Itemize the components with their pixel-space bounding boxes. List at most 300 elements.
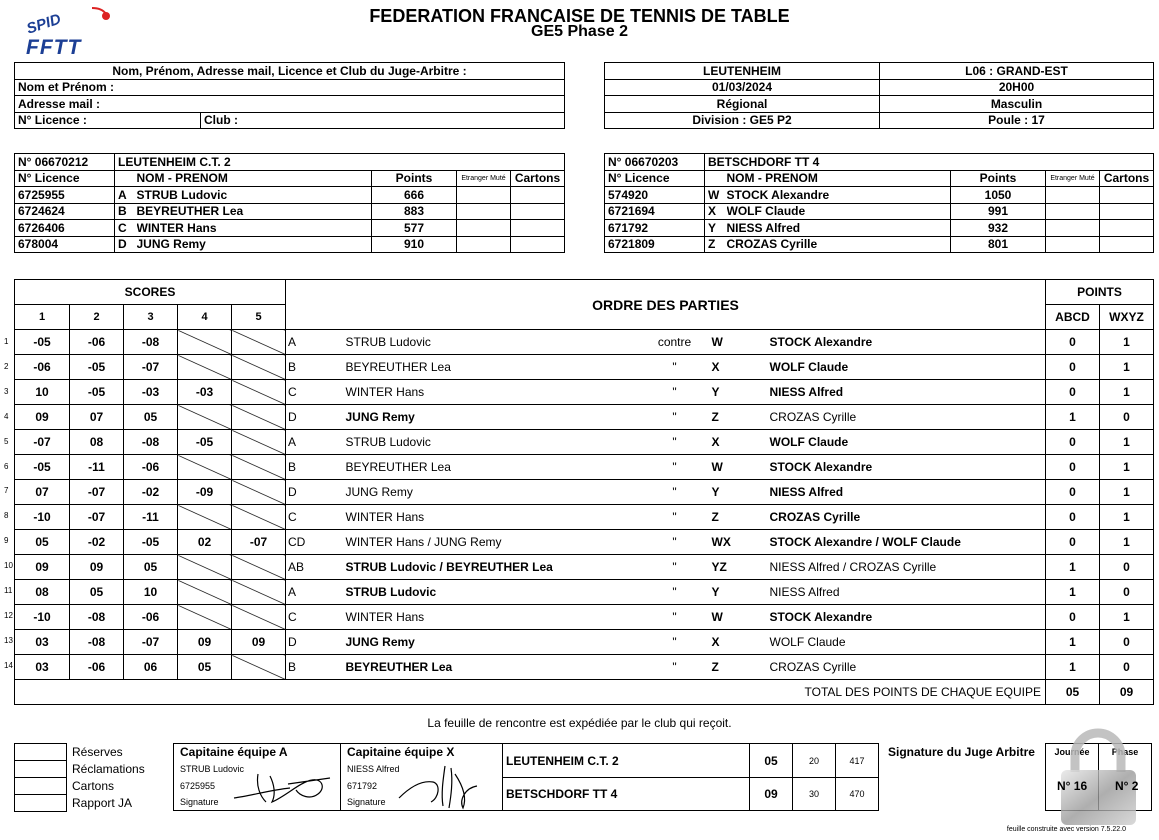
player-a-name: JUNG Remy	[344, 630, 644, 655]
points-team-x: 0	[1100, 555, 1154, 580]
set-score: 05	[124, 555, 178, 580]
set-score: -05	[124, 530, 178, 555]
set-score: 07	[70, 405, 124, 430]
player-a-letter: D	[286, 405, 344, 430]
set-score: -05	[178, 430, 232, 455]
versus-label: "	[644, 555, 706, 580]
set-score: -02	[70, 530, 124, 555]
player-points: 991	[951, 203, 1046, 220]
match-division: Division : GE5 P2	[605, 112, 880, 129]
set-number-5: 5	[232, 305, 286, 330]
player-points: 883	[372, 203, 457, 220]
player-a-letter: C	[286, 505, 344, 530]
phase-label: Phase	[1111, 747, 1139, 757]
player-a-name: BEYREUTHER Lea	[344, 655, 644, 680]
points-team-a: 1	[1046, 555, 1100, 580]
team-a-name: LEUTENHEIM C.T. 2	[115, 154, 565, 171]
set-score	[178, 355, 232, 380]
day-phase-block	[1045, 743, 1152, 811]
player-x-name: WOLF Claude	[768, 355, 1042, 380]
set-score	[232, 505, 286, 530]
player-x-name: CROZAS Cyrille	[768, 505, 1042, 530]
set-score: 03	[15, 655, 70, 680]
player-a-letter: D	[286, 630, 344, 655]
player-licence: 671792	[605, 220, 705, 237]
set-score	[232, 330, 286, 355]
player-a-name: WINTER Hans	[344, 505, 644, 530]
game-number: 7	[4, 486, 9, 496]
points-team-a: 0	[1046, 480, 1100, 505]
points-team-a: 1	[1046, 630, 1100, 655]
result-team-x-score: 09	[750, 778, 793, 811]
player-x-letter: W	[706, 605, 768, 630]
player-foreign-cell	[1046, 187, 1100, 204]
set-score: 10	[15, 380, 70, 405]
scores-heading: SCORES	[15, 280, 286, 305]
check-label-reclamations: Réclamations	[72, 762, 145, 776]
player-a-letter: B	[286, 355, 344, 380]
match-level: Régional	[605, 96, 880, 113]
player-a-name: BEYREUTHER Lea	[344, 455, 644, 480]
captain-x-signature-label: Signature	[347, 797, 386, 807]
team-x-col-licence: N° Licence	[605, 170, 705, 187]
captain-a-box	[173, 743, 341, 811]
set-score: 10	[124, 580, 178, 605]
player-name: STRUB Ludovic	[137, 187, 372, 204]
set-score: 05	[15, 530, 70, 555]
player-letter: C	[115, 220, 137, 237]
set-number-3: 3	[124, 305, 178, 330]
game-row	[15, 580, 1154, 605]
player-x-letter: X	[706, 355, 768, 380]
set-score: 09	[15, 555, 70, 580]
player-x-name: NIESS Alfred	[768, 480, 1042, 505]
versus-label: "	[644, 380, 706, 405]
phase-value: N° 2	[1115, 779, 1139, 793]
set-score: -06	[70, 330, 124, 355]
game-row	[15, 530, 1154, 555]
set-score: 09	[70, 555, 124, 580]
match-league: L06 : GRAND-EST	[880, 63, 1154, 80]
set-score: 07	[15, 480, 70, 505]
set-score: -06	[70, 655, 124, 680]
team-x-player-row	[605, 203, 1154, 220]
checks-block	[14, 743, 67, 812]
game-number: 11	[4, 586, 13, 595]
player-x-letter: Z	[706, 505, 768, 530]
set-score: 09	[178, 630, 232, 655]
set-score: -06	[124, 455, 178, 480]
set-score	[178, 405, 232, 430]
team-x-player-row	[605, 236, 1154, 253]
captain-a-name: STRUB Ludovic	[180, 764, 245, 774]
logo-fftt-text: FFTT	[26, 36, 82, 58]
player-x-letter: Z	[706, 405, 768, 430]
captain-a-title: Capitaine équipe A	[180, 745, 288, 759]
versus-label: "	[644, 355, 706, 380]
player-x-name: CROZAS Cyrille	[768, 655, 1042, 680]
versus-label: "	[644, 405, 706, 430]
order-heading: ORDRE DES PARTIES	[286, 280, 1046, 330]
points-team-x: 1	[1100, 605, 1154, 630]
team-a-player-row	[15, 203, 565, 220]
set-score	[232, 480, 286, 505]
team-a-player-row	[15, 220, 565, 237]
player-x-letter: Z	[706, 655, 768, 680]
player-cards-cell	[1100, 187, 1154, 204]
set-score: -08	[70, 605, 124, 630]
player-licence: 6725955	[15, 187, 115, 204]
points-team-x: 0	[1100, 405, 1154, 430]
points-team-x: 0	[1100, 655, 1154, 680]
player-a-letter: CD	[286, 530, 344, 555]
set-score: 02	[178, 530, 232, 555]
game-row	[15, 355, 1154, 380]
captain-a-signature	[230, 766, 338, 808]
game-number: 10	[4, 561, 13, 571]
player-a-name: STRUB Ludovic	[344, 330, 644, 355]
player-letter: B	[115, 203, 137, 220]
game-number: 1	[4, 337, 9, 346]
check-box-reserves[interactable]	[15, 744, 67, 761]
player-a-letter: C	[286, 380, 344, 405]
player-foreign-cell	[457, 203, 511, 220]
set-score: -03	[124, 380, 178, 405]
set-score: -05	[15, 455, 70, 480]
set-score: -05	[15, 330, 70, 355]
game-row	[15, 430, 1154, 455]
referee-heading: Nom, Prénom, Adresse mail, Licence et Club du Juge-Arbitre :	[15, 63, 565, 80]
versus-label: "	[644, 480, 706, 505]
set-score: 09	[232, 630, 286, 655]
points-team-a: 0	[1046, 430, 1100, 455]
player-x-letter: W	[706, 455, 768, 480]
game-number: 12	[4, 610, 13, 620]
check-label-rapport: Rapport JA	[72, 796, 133, 810]
points-team-x: 1	[1100, 380, 1154, 405]
check-box-rapport[interactable]	[15, 795, 67, 812]
player-x-letter: W	[706, 330, 768, 355]
captain-x-name: NIESS Alfred	[347, 764, 400, 774]
checks-labels	[72, 744, 145, 812]
set-number-4: 4	[178, 305, 232, 330]
player-licence: 6726406	[15, 220, 115, 237]
player-a-name: WINTER Hans / JUNG Remy	[344, 530, 644, 555]
player-a-letter: C	[286, 605, 344, 630]
game-row	[15, 605, 1154, 630]
game-number: 5	[4, 436, 9, 446]
set-score: -07	[70, 505, 124, 530]
set-score: 05	[70, 580, 124, 605]
versus-label: "	[644, 630, 706, 655]
player-cards-cell	[511, 236, 565, 253]
day-value: N° 16	[1057, 779, 1088, 793]
player-x-name: NIESS Alfred / CROZAS Cyrille	[768, 555, 1042, 580]
game-row	[15, 330, 1154, 355]
player-letter: W	[705, 187, 727, 204]
set-score: 05	[178, 655, 232, 680]
set-score: -10	[15, 605, 70, 630]
captain-a-licence: 6725955	[180, 781, 216, 791]
result-team-a-score: 05	[750, 744, 793, 778]
sheet-note: La feuille de rencontre est expédiée par le club qui reçoit.	[427, 716, 732, 730]
player-letter: X	[705, 203, 727, 220]
set-score	[232, 655, 286, 680]
player-licence: 6724624	[15, 203, 115, 220]
set-score: -02	[124, 480, 178, 505]
set-score: -08	[70, 630, 124, 655]
player-a-letter: A	[286, 580, 344, 605]
player-letter: A	[115, 187, 137, 204]
versus-label: "	[644, 580, 706, 605]
team-x-col-foreign	[1046, 170, 1100, 187]
day-label: Journée	[1054, 747, 1090, 757]
team-a-col-foreign	[457, 170, 511, 187]
player-a-name: BEYREUTHER Lea	[344, 355, 644, 380]
player-licence: 574920	[605, 187, 705, 204]
player-licence: 6721694	[605, 203, 705, 220]
player-x-letter: Y	[706, 480, 768, 505]
points-team-a: 1	[1046, 580, 1100, 605]
versus-label: contre	[644, 330, 706, 355]
set-score	[232, 380, 286, 405]
versus-label: "	[644, 530, 706, 555]
set-score	[232, 605, 286, 630]
player-name: NIESS Alfred	[727, 220, 951, 237]
points-team-a: 0	[1046, 505, 1100, 530]
player-name: BEYREUTHER Lea	[137, 203, 372, 220]
player-a-name: STRUB Ludovic / BEYREUTHER Lea	[344, 555, 644, 580]
set-score: -03	[178, 380, 232, 405]
game-number: 14	[4, 660, 13, 670]
player-a-name: STRUB Ludovic	[344, 430, 644, 455]
player-points: 801	[951, 236, 1046, 253]
player-foreign-cell	[457, 187, 511, 204]
points-team-a: 0	[1046, 605, 1100, 630]
result-team-x-points: 470	[836, 778, 879, 811]
player-x-name: NIESS Alfred	[768, 580, 1042, 605]
team-a-col-name: NOM - PRENOM	[137, 170, 372, 187]
team-a-number: N° 06670212	[15, 154, 115, 171]
player-cards-cell	[1100, 203, 1154, 220]
match-info-table	[604, 62, 1154, 129]
player-x-name: NIESS Alfred	[768, 380, 1042, 405]
player-name: JUNG Remy	[137, 236, 372, 253]
set-score	[232, 455, 286, 480]
game-row	[15, 380, 1154, 405]
set-score: -05	[70, 380, 124, 405]
set-score	[178, 505, 232, 530]
player-letter: D	[115, 236, 137, 253]
player-x-name: STOCK Alexandre	[768, 455, 1042, 480]
set-score	[232, 580, 286, 605]
versus-label: "	[644, 455, 706, 480]
game-row	[15, 405, 1154, 430]
team-a-player-row	[15, 187, 565, 204]
total-team-x: 09	[1100, 680, 1154, 705]
player-cards-cell	[1100, 220, 1154, 237]
set-score: -06	[15, 355, 70, 380]
points-team-x: 1	[1100, 505, 1154, 530]
game-number: 6	[4, 461, 9, 471]
set-score: -09	[178, 480, 232, 505]
player-foreign-cell	[457, 220, 511, 237]
versus-label: "	[644, 655, 706, 680]
referee-club-label: Club :	[201, 112, 565, 129]
player-foreign-cell	[457, 236, 511, 253]
team-a-table	[14, 153, 565, 253]
points-team-x: 1	[1100, 430, 1154, 455]
set-score: -07	[124, 355, 178, 380]
team-x-number: N° 06670203	[605, 154, 705, 171]
check-box-reclamations[interactable]	[15, 761, 67, 778]
captain-x-signature	[393, 758, 501, 812]
player-letter: Z	[705, 236, 727, 253]
result-team-a-points: 417	[836, 744, 879, 778]
set-score	[232, 355, 286, 380]
page-title: FEDERATION FRANCAISE DE TENNIS DE TABLE	[369, 6, 790, 26]
points-team-a: 0	[1046, 530, 1100, 555]
player-x-letter: Y	[706, 380, 768, 405]
set-score: 08	[70, 430, 124, 455]
check-label-reserves: Réserves	[72, 745, 123, 759]
set-score: 09	[15, 405, 70, 430]
player-points: 910	[372, 236, 457, 253]
player-cards-cell	[1100, 236, 1154, 253]
team-x-col-foreign-text: Etranger Muté	[1050, 174, 1095, 182]
captain-a-signature-label: Signature	[180, 797, 219, 807]
player-licence: 678004	[15, 236, 115, 253]
player-letter: Y	[705, 220, 727, 237]
player-a-name: WINTER Hans	[344, 380, 644, 405]
player-licence: 6721809	[605, 236, 705, 253]
team-x-player-row	[605, 187, 1154, 204]
points-team-a: 0	[1046, 355, 1100, 380]
referee-email-label: Adresse mail :	[15, 96, 565, 113]
points-team-a: 1	[1046, 405, 1100, 430]
set-score: -07	[70, 480, 124, 505]
captain-x-title: Capitaine équipe X	[347, 745, 455, 759]
match-time: 20H00	[880, 79, 1154, 96]
team-a-col-points: Points	[372, 170, 457, 187]
set-score	[178, 555, 232, 580]
game-row	[15, 455, 1154, 480]
set-score: -10	[15, 505, 70, 530]
points-heading: POINTS	[1046, 280, 1154, 305]
team-x-col-cards: Cartons	[1100, 170, 1154, 187]
points-team-a: 0	[1046, 455, 1100, 480]
result-team-a: LEUTENHEIM C.T. 2	[503, 744, 750, 778]
game-row	[15, 630, 1154, 655]
lock-icon	[1051, 728, 1146, 826]
player-x-name: STOCK Alexandre / WOLF Claude	[768, 530, 1042, 555]
player-name: WOLF Claude	[727, 203, 951, 220]
set-number-2: 2	[70, 305, 124, 330]
team-a-player-row	[15, 236, 565, 253]
player-x-letter: YZ	[706, 555, 768, 580]
set-score: -07	[15, 430, 70, 455]
player-a-name: JUNG Remy	[344, 480, 644, 505]
captain-x-licence: 671792	[347, 781, 378, 791]
player-a-letter: A	[286, 430, 344, 455]
referee-signature-label: Signature du Juge Arbitre	[888, 745, 1035, 759]
player-x-letter: Y	[706, 580, 768, 605]
game-row	[15, 480, 1154, 505]
player-a-letter: B	[286, 455, 344, 480]
versus-label: "	[644, 605, 706, 630]
set-score: -11	[70, 455, 124, 480]
result-team-x-sets: 30	[793, 778, 836, 811]
player-x-letter: X	[706, 630, 768, 655]
player-a-name: WINTER Hans	[344, 605, 644, 630]
player-points: 666	[372, 187, 457, 204]
set-score: 05	[124, 405, 178, 430]
game-number: 13	[4, 635, 13, 645]
total-team-a: 05	[1046, 680, 1100, 705]
points-team-x: 0	[1100, 630, 1154, 655]
team-x-col-name: NOM - PRENOM	[727, 170, 951, 187]
game-number: 2	[4, 361, 9, 371]
set-score	[178, 330, 232, 355]
total-label: TOTAL DES POINTS DE CHAQUE EQUIPE	[15, 680, 1046, 705]
team-a-col-foreign-text: Etranger Muté	[461, 174, 506, 182]
games-table	[14, 279, 1154, 705]
team-a-col-letter	[115, 170, 137, 187]
set-score	[232, 405, 286, 430]
game-number: 3	[4, 386, 9, 396]
team-x-col-points: Points	[951, 170, 1046, 187]
player-a-name: STRUB Ludovic	[344, 580, 644, 605]
player-name: WINTER Hans	[137, 220, 372, 237]
game-number: 4	[4, 411, 9, 421]
player-x-name: STOCK Alexandre	[768, 605, 1042, 630]
points-team-a: 0	[1046, 380, 1100, 405]
player-x-name: WOLF Claude	[768, 630, 1042, 655]
team-x-table	[604, 153, 1154, 253]
player-points: 1050	[951, 187, 1046, 204]
checks-table	[14, 743, 67, 812]
points-team-a: 1	[1046, 655, 1100, 680]
player-a-letter: AB	[286, 555, 344, 580]
points-team-x: 1	[1100, 355, 1154, 380]
set-score	[232, 555, 286, 580]
player-name: STOCK Alexandre	[727, 187, 951, 204]
player-a-letter: A	[286, 330, 344, 355]
team-x-col-letter	[705, 170, 727, 187]
player-cards-cell	[511, 203, 565, 220]
player-cards-cell	[511, 187, 565, 204]
player-cards-cell	[511, 220, 565, 237]
set-score: 06	[124, 655, 178, 680]
set-score: -08	[124, 430, 178, 455]
player-a-letter: B	[286, 655, 344, 680]
player-foreign-cell	[1046, 236, 1100, 253]
game-row	[15, 555, 1154, 580]
versus-label: "	[644, 430, 706, 455]
points-abcd: ABCD	[1046, 305, 1100, 330]
version-note: feuille construite avec version 7.5.22.0	[1006, 826, 1126, 833]
player-foreign-cell	[1046, 203, 1100, 220]
points-team-a: 0	[1046, 330, 1100, 355]
player-foreign-cell	[1046, 220, 1100, 237]
match-pool: Poule : 17	[880, 112, 1154, 129]
set-score	[178, 580, 232, 605]
game-number: 9	[4, 536, 9, 546]
check-box-cartons[interactable]	[15, 778, 67, 795]
points-team-x: 1	[1100, 455, 1154, 480]
referee-licence-label: N° Licence :	[15, 112, 201, 129]
game-row	[15, 505, 1154, 530]
